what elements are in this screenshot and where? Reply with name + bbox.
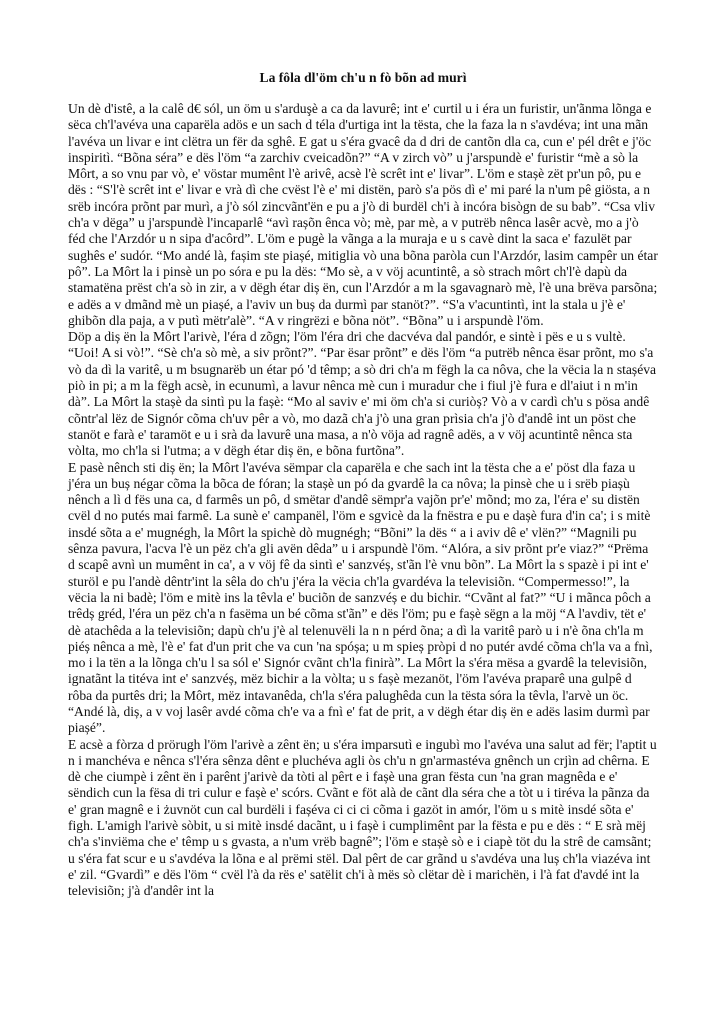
paragraph-3: E pasè nênch sti diș ën; la Môrt l'avéva sëmpar cla caparëla e che sach int la tësta che a e' pöst dla faza u j'éra un buș négar cõma la bõca de fóran; la stașè un pó da gvardê la ca nôva; la pinsè che u i srëb piașù nênch a lì d fës una ca, d farmês un pô, d smëtar d'andê sëmpr'a vajõn pr'e' mõnd; mo za, l'éra e' su distën cvël d no putés mai farmê. La sunè e' campanël, l'öm e sgvicè da la fnëstra e pu e dașè fura d'in ca'; i s mitè insdé sõta a e' mugnégh, la Môrt la spichè dò mugnégh; “Bõni” la dës “ a i aviv dê e' vlën?” “Magnili pu sênza pavura, l'acva l'è un pëz ch'a gli avën dêda” u i arspundè l'öm. “Alóra, a siv prõnt pr'e viaz?” “Prëma d scapê avnì un mumênt in ca', a v vöj fê da sintì e' sanzvéș, st'ãn l'è vnu bõn”. La Môrt la s spazè i pi int e' sturöl e pu l'andè dêntr'int la sêla do ch'u j'éra la vëcia ch'la gvardéva la televisiõn. “Compermesso!”, la vëcia la ni badè; l'öm e mitè ins la têvla e' buciõn de sanzvéș e du bichir. “Cvãnt al fat?” “U i mãnca pôch a trêdș gréd, l'éra un pëz ch'a n fasëma un bé cõma st'ãn” e dës l'öm; pu e fașè sëgn a la möj “A l'avdiv, tët e' dè atachêda a la televisiõn; dapù ch'u j'è al telenuvëli la n n pérd õna; a dì la varitê parò u i n'è õna ch'la m piéș nênca a mè, l'è e' fat d'un prit che va cun 'na spóșa; u m spieș pròpi d no putér avdé cõma ch'la va a fnì, mo i la tën a la lõnga ch'u l sa sól e' Signór cvãnt ch'la finirà”. La Môrt la s'éra mësa a gvardê la televisiõn, ignatãnt la titéva int e' sanzvéș, mëz bichir a la vòlta; u s fașè mezanöt, l'öm l'avéva praparê una gulpê d rôba da purtês dri; la Môrt, mëz intavanêda, ch'la s'éra palughêda cun la tësta sóra la têvla, l'arvè un öc. “Andé là, diș, a v voj lasêr avdé cõma ch'e va a fnì e' fat de prit, a v dëgh étar diș ën e adës lasim durmì par piașé”. [68,459,653,736]
paragraph-1: Un dè d'istê, a la calê d€ sól, un öm u s'arduşè a ca da lavurê; int e' curtil u i éra un furistir, un'ãnma lõnga e sëca ch'l'avéva una caparëla adös e un sach d téla d'urtiga int la tësta, che la faza la n s'avdéva; int una mãn l'avéva un livar e int clëtra un fër da sghê. E gat u s'éra gvacê da d dri de cantõn dla ca, cun e' pél drêt e j'öc inspiritì. “Bõna séra” e dës l'öm “a zarchiv cveicadõn?” “A v zirch vò” u j'arspundè e' furistir “mè a sò la Môrt, a so vnu par vò, e' vöstar mumênt l'è arivê, acsè l'è scrêt int e' livar”. L'öm e stașè zët pr'un pô, pu e dës : “S'l'è scrêt int e' livar e vrà dì che cvëst l'è e' mi distën, parò s'a pös dì e' mi paré la n'um pê giösta, a n srëb incóra prõnt par murì, a j'ò sól zincvãnt'ën e pu a j'ò di burdël ch'i à incóra bisògn de su bab”. “Csa vliv ch'a v dëga” u j'arspundè l'incaparlê “avì rașõn ênca vò; mè, par mè, a v putrëb nênca lasêr acvè, mo a j'ò féd che l'Arzdór u n sipa d'acôrd”. L'öm e pugè la vãnga a la muraja e u s cavè dint la saca e' fazulët par sughês e' sudór. “Mo andé là, fașim ste piașé, mitiglia vò una bõna paròla cun l'Arzdór, lasim campêr un étar pô”. La Môrt la i pinsè un po sóra e pu la dës: “Mo sè, a v vöj acuntintê, a sò strach môrt ch'l'è dapù da stamatëna prëst ch'a sò in zir, a v dëgh étar diș ën, cun l'Arzdór a m la sgavagnarò mè, l'è una brëva parsõna; e adës a v dmãnd mè un piașé, a l'aviv un buș da durmì par stanöt?”. “S'a v'acuntintì, int la stala u j'è e' ghibõn dla paja, a v putì mëtr'alè”. “A v ringrëzi e bõna nöt”. “Bõna” u i arspundè l'öm. [68,101,658,328]
paragraph-4: E acsè a fòrza d prörugh l'öm l'arivè a zênt ën; u s'éra imparsutì e ingubì mo l'avéva una salut ad fër; l'aptit u n i manchéva e nênca s'l'éra sênza dênt e pluchéva agli òs ch'u n gn'armastéva gnênch un crjìn ad chêrna. E dè che ciumpè i zênt ën i parênt j'arivè da tòti al pêrt e i fașè una gran fësta cun 'na gran magnêda e e' sëndich cun la fësa di tri culur e fașè e' scórs. Cvãnt e föt alà de cãnt dla séra che a tòt u i tiréva la pãnza da e' gran magnê e i żuvnöt cun cal burdëli i fașéva ci ci ci cõma i gazöt in amór, l'öm u s mitè insdé sõta e' figh. L'amigh l'arivè sòbit, u si mitè insdé dacãnt, u i fașè i cumplimênt par la fësta e pu e dës : “ E srà mëj ch'a s'inviëma che e' têmp u s gvasta, a n'um vrëb bagnê”; l'öm e stașè sò e i ciapè töt du la strê de camsãnt; u s'éra fat scur e u s'avdéva la lõna e al prëmi stël. Dal pêrt de car grãnd u s'avdéva una luș ch'la viazéva int e' zil. “Gvardì” e dës l'öm “ cvël l'à da rës e' satëlit ch'i à mës sò clëtar dè i marichën, i l'à fat d'avdé int la televisiõn; j'à d'andêr int la [68,736,657,899]
document-body [68,101,658,900]
paragraph-2: Döp a diș ën la Môrt l'arivè, l'éra d zõgn; l'öm l'éra dri che dacvéva dal pandór, e sintè i pës e u s vultè. “Uoi! A si vò!”. “Sè ch'a sò mè, a siv prõnt?”. “Par ësar prõnt” e dës l'öm “a putrëb nênca ësar prõnt, mo s'a vò da dì la varitê, u m bsugnarëb un étar pó 'd têmp; a sò dri ch'a m fëgh la ca nôva, che la vëcia la n stașéva piò in pi; a m la fëgh acsè, in ecunumì, a lavur nênca mè cun i muradur che i fiul j'è fura e dl'aiut i n m'in dà”. La Môrt la stașè da sintì pu la fașè: “Mo al saviv e' mi öm ch'a si curiòș? Vò a v cardì ch'u s pösa andê cõntr'al lëz de Signór cõma ch'uv pêr a vò, mo dazã ch'a j'ò una gran prìsia ch'a j'ò d'andê int un pöst che stanöt e farà e' taramöt e u i srà da lavurê una masa, a n'ò vöja ad ragnê adës, a v vöj acuntintê nênca sta vòlta, mo ch'la si l'utma; a v dëgh étar diș ën, e bõna furtõna”. [68,329,657,459]
document-title: La fôla dl'öm ch'u n fò bõn ad murì [259,70,467,85]
